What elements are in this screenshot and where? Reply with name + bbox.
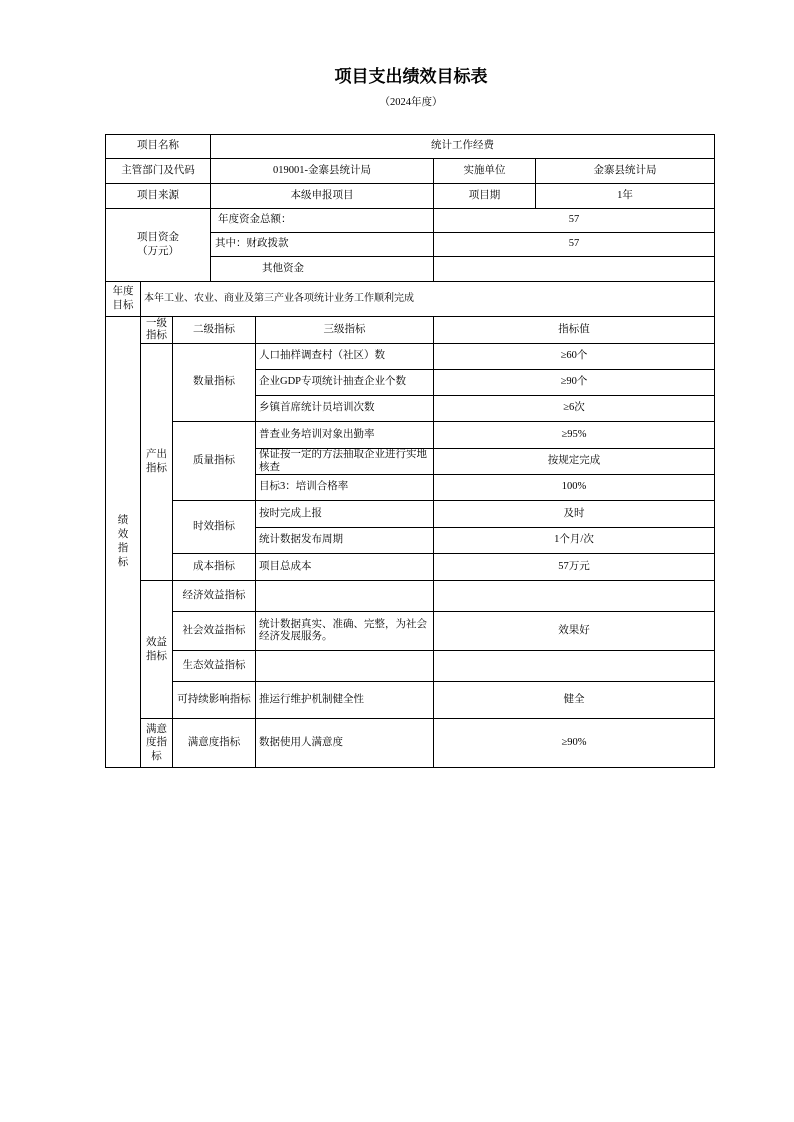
sustainable-impact-value: 健全: [434, 682, 715, 719]
indicator-name: 按时完成上报: [256, 501, 434, 528]
satisfaction-indicator-name: 数据使用人满意度: [256, 719, 434, 768]
implementing-unit-value: 金寨县统计局: [536, 159, 715, 184]
social-benefit-label: 社会效益指标: [173, 612, 256, 651]
project-source-label: 项目来源: [106, 184, 211, 209]
indicator-name: 人口抽样调查村（社区）数: [256, 344, 434, 370]
annual-total-value: 57: [434, 209, 715, 233]
output-indicator-cell: [141, 344, 173, 581]
social-benefit-indicator: 统计数据真实、准确、完整，为社会经济发展服务。: [256, 612, 434, 651]
level3-header: 三级指标: [256, 317, 434, 344]
sustainable-impact-indicator: 推运行维护机制健全性: [256, 682, 434, 719]
performance-target-table: [105, 134, 715, 768]
fiscal-funds-value: 57: [434, 233, 715, 257]
department-label: 主管部门及代码: [106, 159, 211, 184]
other-funds-value: [434, 257, 715, 282]
project-period-label: 项目期: [434, 184, 536, 209]
indicator-name: 乡镇首席统计员培训次数: [256, 396, 434, 422]
indicator-name: 目标3：培训合格率: [256, 475, 434, 501]
timeliness-indicator-label: 时效指标: [173, 501, 256, 554]
value-header: 指标值: [434, 317, 715, 344]
level1-header-cell: [141, 317, 173, 344]
indicator-name: 普查业务培训对象出勤率: [256, 422, 434, 449]
benefit-indicator-cell: [141, 581, 173, 719]
economic-benefit-indicator: [256, 581, 434, 612]
project-name-value: 统计工作经费: [211, 135, 715, 159]
satisfaction-sub-label: 满意度指标: [173, 719, 256, 768]
project-period-value: 1年: [536, 184, 715, 209]
annual-goal-label-cell: [106, 282, 141, 317]
level2-header: 二级指标: [173, 317, 256, 344]
project-name-label: 项目名称: [106, 135, 211, 159]
economic-benefit-label: 经济效益指标: [173, 581, 256, 612]
project-funds-unit: （万元）: [137, 246, 179, 257]
indicator-name: 统计数据发布周期: [256, 528, 434, 554]
ecological-benefit-value: [434, 651, 715, 682]
quality-indicator-label: 质量指标: [173, 422, 256, 501]
annual-goal-label: 年度目标: [112, 286, 134, 311]
benefit-indicator-label: 效益指标: [145, 637, 167, 662]
cost-indicator-label: 成本指标: [173, 554, 256, 581]
indicator-name: 保证按一定的方法抽取企业进行实地核查: [256, 449, 434, 475]
output-indicator-label: 产出指标: [145, 449, 167, 475]
satisfaction-indicator-value: ≥90%: [434, 719, 715, 768]
project-funds-label: 项目资金: [137, 232, 179, 244]
page-year: （2024年度）: [379, 97, 443, 108]
economic-benefit-value: [434, 581, 715, 612]
performance-label-cell: [106, 317, 141, 768]
sustainable-impact-label: 可持续影响指标: [173, 682, 256, 719]
fiscal-funds-label: 其中：财政拨款: [211, 233, 434, 257]
level1-header: 一级指标: [145, 317, 167, 341]
indicator-name: 企业GDP专项统计抽查企业个数: [256, 370, 434, 396]
indicator-value: ≥95%: [434, 422, 715, 449]
ecological-benefit-indicator: [256, 651, 434, 682]
annual-goal-text: 本年工业、农业、商业及第三产业各项统计业务工作顺利完成: [141, 282, 715, 317]
ecological-benefit-label: 生态效益指标: [173, 651, 256, 682]
indicator-value: 及时: [434, 501, 715, 528]
indicator-value: 1个月/次: [434, 528, 715, 554]
department-value: 019001-金寨县统计局: [211, 159, 434, 184]
other-funds-label: 其他资金: [211, 257, 434, 282]
indicator-value: 按规定完成: [434, 449, 715, 475]
indicator-name: 项目总成本: [256, 554, 434, 581]
performance-label: 绩效指标: [117, 514, 129, 569]
satisfaction-indicator-cell: [141, 719, 173, 768]
social-benefit-value: 效果好: [434, 612, 715, 651]
project-funds-cell: [106, 209, 211, 282]
project-source-value: 本级申报项目: [211, 184, 434, 209]
indicator-value: ≥90个: [434, 370, 715, 396]
indicator-value: ≥6次: [434, 396, 715, 422]
page-title: 项目支出绩效目标表: [334, 67, 488, 86]
indicator-value: 100%: [434, 475, 715, 501]
indicator-value: 57万元: [434, 554, 715, 581]
annual-total-label: 年度资金总额：: [211, 209, 434, 233]
indicator-value: ≥60个: [434, 344, 715, 370]
quantity-indicator-label: 数量指标: [173, 344, 256, 422]
satisfaction-indicator-label: 满意度指标: [145, 723, 167, 762]
implementing-unit-label: 实施单位: [434, 159, 536, 184]
